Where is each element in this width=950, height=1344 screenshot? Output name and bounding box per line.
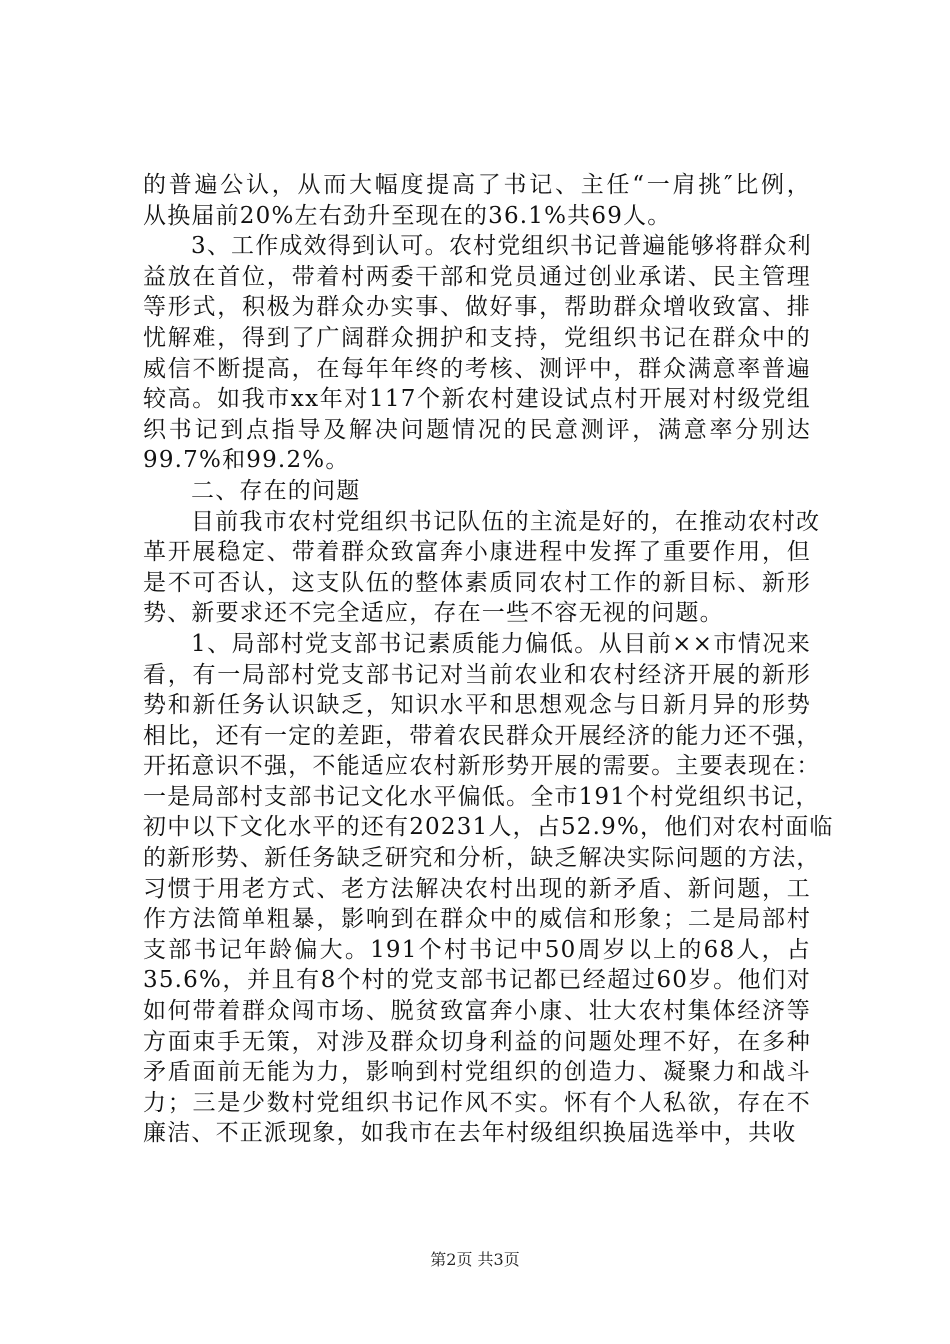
text-line: 习惯于用老方式、老方法解决农村出现的新矛盾、新问题，工 bbox=[143, 875, 811, 902]
text-line: 相比，还有一定的差距，带着农民群众开展经济的能力还不强， bbox=[143, 722, 821, 749]
document-body bbox=[143, 170, 834, 1149]
text-line: 益放在首位，带着村两委干部和党员通过创业承诺、民主管理 bbox=[143, 263, 811, 290]
text-line: 势和新任务认识缺乏，知识水平和思想观念与日新月异的形势 bbox=[143, 692, 811, 719]
paragraph bbox=[143, 476, 811, 507]
text-line: 1、局部村党支部书记素质能力偏低。从目前××市情况来 bbox=[191, 630, 811, 657]
text-line: 一是局部村支部书记文化水平偏低。全市191个村党组织书记， bbox=[143, 783, 820, 810]
text-line: 从换届前20%左右劲升至现在的36.1%共69人。 bbox=[143, 202, 672, 229]
text-line: 99.7%和99.2%。 bbox=[143, 447, 350, 474]
text-line: 方面束手无策，对涉及群众切身利益的问题处理不好，在多种 bbox=[143, 1028, 811, 1055]
text-line: 二、存在的问题 bbox=[191, 477, 361, 504]
text-line: 的普遍公认，从而大幅度提高了书记、主任“一肩挑″比例， bbox=[143, 172, 811, 198]
text-line: 开拓意识不强，不能适应农村新形势开展的需要。主要表现在： bbox=[143, 753, 821, 780]
paragraph bbox=[143, 507, 821, 629]
text-line: 看，有一局部村党支部书记对当前农业和农村经济开展的新形 bbox=[143, 661, 811, 688]
text-line: 势、新要求还不完全适应，存在一些不容无视的问题。 bbox=[143, 600, 724, 627]
text-line: 的新形势、新任务缺乏研究和分析，缺乏解决实际问题的方法， bbox=[143, 845, 821, 872]
text-line: 目前我市农村党组织书记队伍的主流是好的，在推动农村改 bbox=[191, 508, 821, 535]
paragraph bbox=[143, 231, 811, 476]
paragraph bbox=[143, 629, 834, 1149]
text-line: 革开展稳定、带着群众致富奔小康进程中发挥了重要作用，但 bbox=[143, 539, 811, 566]
text-line: 如何带着群众闯市场、脱贫致富奔小康、壮大农村集体经济等 bbox=[143, 998, 811, 1025]
text-line: 力；三是少数村党组织书记作风不实。怀有个人私欲，存在不 bbox=[143, 1089, 811, 1116]
text-line: 初中以下文化水平的还有20231人，占52.9%，他们对农村面临 bbox=[143, 814, 834, 841]
text-line: 廉洁、不正派现象，如我市在去年村级组织换届选举中，共收 bbox=[143, 1120, 797, 1147]
text-line: 威信不断提高，在每年年终的考核、测评中，群众满意率普遍 bbox=[143, 355, 811, 382]
text-line: 支部书记年龄偏大。191个村书记中50周岁以上的68人，占 bbox=[143, 936, 811, 963]
text-line: 织书记到点指导及解决问题情况的民意测评，满意率分别达 bbox=[143, 416, 811, 443]
text-line: 矛盾面前无能为力，影响到村党组织的创造力、凝聚力和战斗 bbox=[143, 1059, 811, 1086]
text-line: 较高。如我市xx年对117个新农村建设试点村开展对村级党组 bbox=[143, 386, 811, 413]
text-line: 3、工作成效得到认可。农村党组织书记普遍能够将群众利 bbox=[191, 233, 812, 260]
text-line: 等形式，积极为群众办实事、做好事，帮助群众增收致富、排 bbox=[143, 294, 811, 321]
page-footer: 第2页 共3页 bbox=[430, 1250, 520, 1269]
text-line: 35.6%，并且有8个村的党支部书记都已经超过60岁。他们对 bbox=[143, 967, 811, 994]
text-line: 忧解难，得到了广阔群众拥护和支持，党组织书记在群众中的 bbox=[143, 324, 811, 351]
paragraph bbox=[143, 170, 811, 231]
text-line: 是不可否认，这支队伍的整体素质同农村工作的新目标、新形 bbox=[143, 569, 811, 596]
text-line: 作方法简单粗暴，影响到在群众中的威信和形象；二是局部村 bbox=[143, 906, 811, 933]
